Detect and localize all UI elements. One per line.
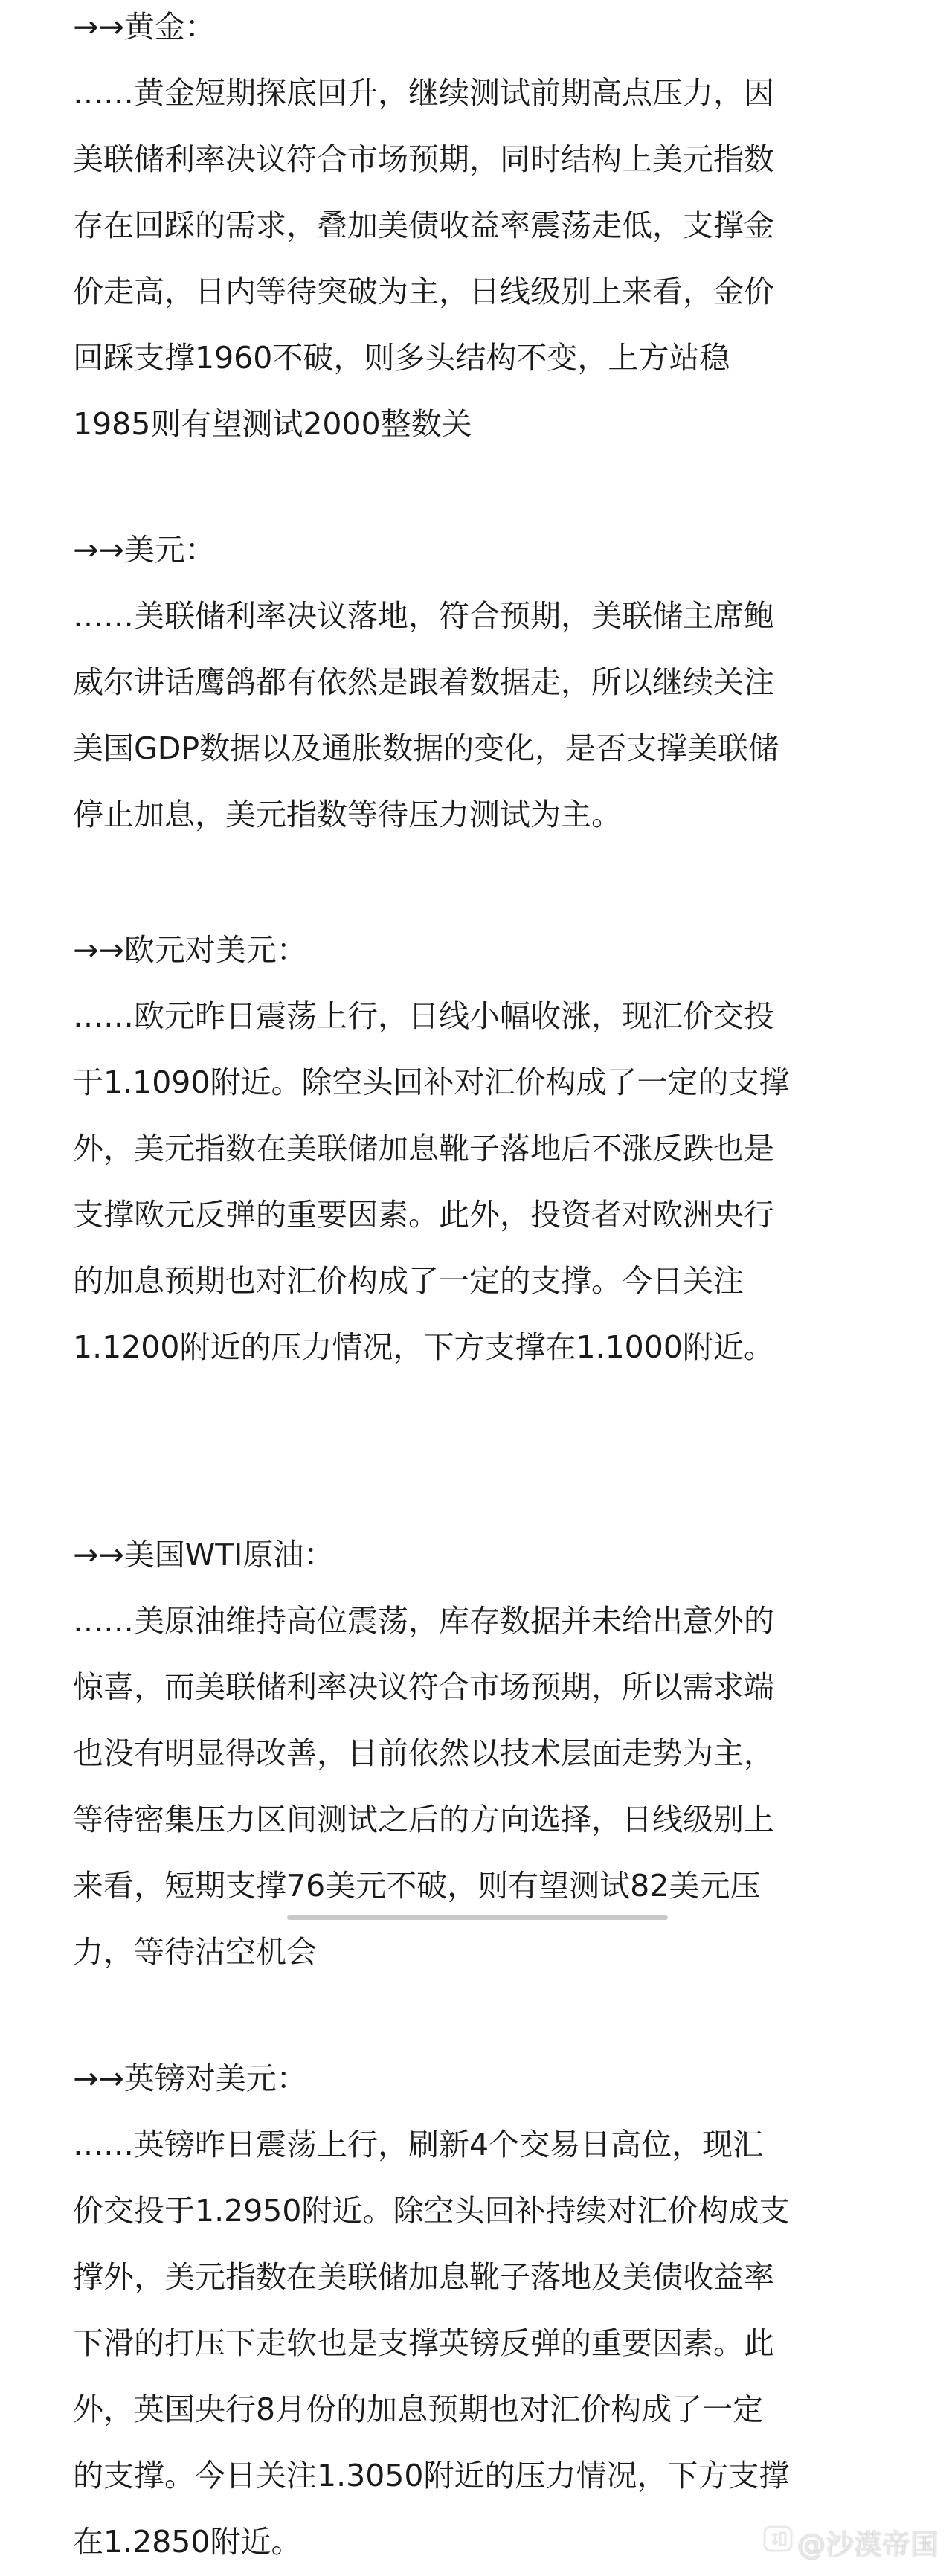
paragraph-line: 来看，短期支撑76美元不破，则有望测试82美元压 — [73, 1868, 761, 1904]
paragraph-line: 的支撑。今日关注1.3050附近的压力情况，下方支撑 — [73, 2458, 790, 2493]
paragraph-line: 惊喜，而美联储利率决议符合市场预期，所以需求端 — [73, 1669, 774, 1705]
paragraph-line: 1.1200附近的压力情况，下方支撑在1.1000附近。 — [73, 1329, 774, 1365]
paragraph-line: 回踩支撑1960不破，则多头结构不变，上方站稳 — [73, 340, 730, 376]
paragraph-line: 价交投于1.2950附近。除空头回补持续对汇价构成支 — [73, 2193, 790, 2229]
section-heading-eurusd: →→欧元对美元： — [73, 932, 307, 968]
paragraph-line: ……欧元昨日震荡上行，日线小幅收涨，现汇价交投 — [73, 998, 774, 1034]
paragraph-line: 停止加息，美元指数等待压力测试为主。 — [73, 797, 622, 832]
paragraph-line: ……美联储利率决议落地，符合预期，美联储主席鲍 — [73, 598, 774, 634]
zhihu-logo-icon — [763, 2524, 793, 2560]
paragraph-line: 威尔讲话鹰鸽都有依然是跟着数据走，所以继续关注 — [73, 664, 774, 700]
paragraph-line: 外，英国央行8月份的加息预期也对汇价构成了一定 — [73, 2392, 764, 2427]
paragraph-line: 于1.1090附近。除空头回补对汇价构成了一定的支撑 — [73, 1064, 790, 1100]
section-usd — [73, 517, 891, 848]
paragraph-line: 等待密集压力区间测试之后的方向选择，日线级别上 — [73, 1802, 774, 1837]
section-heading-usd: →→美元： — [73, 532, 216, 568]
section-gold — [73, 0, 891, 457]
paragraph-line: 存在回踩的需求，叠加美债收益率震荡走低，支撑金 — [73, 208, 774, 243]
paragraph-line: 美国GDP数据以及通胀数据的变化，是否支撑美联储 — [73, 730, 779, 766]
paragraph-line: 下滑的打压下走软也是支撑英镑反弹的重要因素。此 — [73, 2325, 774, 2361]
section-heading-wti-oil: →→美国WTI原油： — [73, 1537, 335, 1573]
paragraph-line: ……英镑昨日震荡上行，刷新4个交易日高位，现汇 — [73, 2127, 764, 2162]
section-heading-gbpusd: →→英镑对美元： — [73, 2061, 307, 2096]
section-eurusd — [73, 917, 891, 1381]
paragraph-line: 撑外，美元指数在美联储加息靴子落地及美债收益率 — [73, 2259, 774, 2295]
paragraph-line: 价走高，日内等待突破为主，日线级别上来看，金价 — [73, 274, 774, 309]
paragraph-line: 1985则有望测试2000整数关 — [73, 406, 472, 442]
watermark — [763, 2522, 939, 2563]
paragraph-line: 也没有明显得改善，目前依然以技术层面走势为主， — [73, 1735, 774, 1771]
paragraph-line: ……美原油维持高位震荡，库存数据并未给出意外的 — [73, 1603, 774, 1639]
paragraph-line: 外，美元指数在美联储加息靴子落地后不涨反跌也是 — [73, 1131, 774, 1166]
paragraph-line: 力，等待沽空机会 — [73, 1934, 317, 1970]
paragraph-line: 的加息预期也对汇价构成了一定的支撑。今日关注 — [73, 1263, 744, 1299]
scroll-indicator[interactable] — [287, 1915, 668, 1920]
paragraph-line: ……黄金短期探底回升，继续测试前期高点压力，因 — [73, 75, 774, 111]
paragraph-line: 美联储利率决议符合市场预期，同时结构上美元指数 — [73, 141, 774, 177]
watermark-text: @沙漠帝国 — [797, 2528, 939, 2561]
paragraph-line: 支撑欧元反弹的重要因素。此外，投资者对欧洲央行 — [73, 1197, 774, 1233]
section-gbpusd — [73, 2046, 891, 2575]
section-heading-gold: →→黄金： — [73, 9, 216, 45]
paragraph-line: 在1.2850附近。 — [73, 2524, 302, 2560]
